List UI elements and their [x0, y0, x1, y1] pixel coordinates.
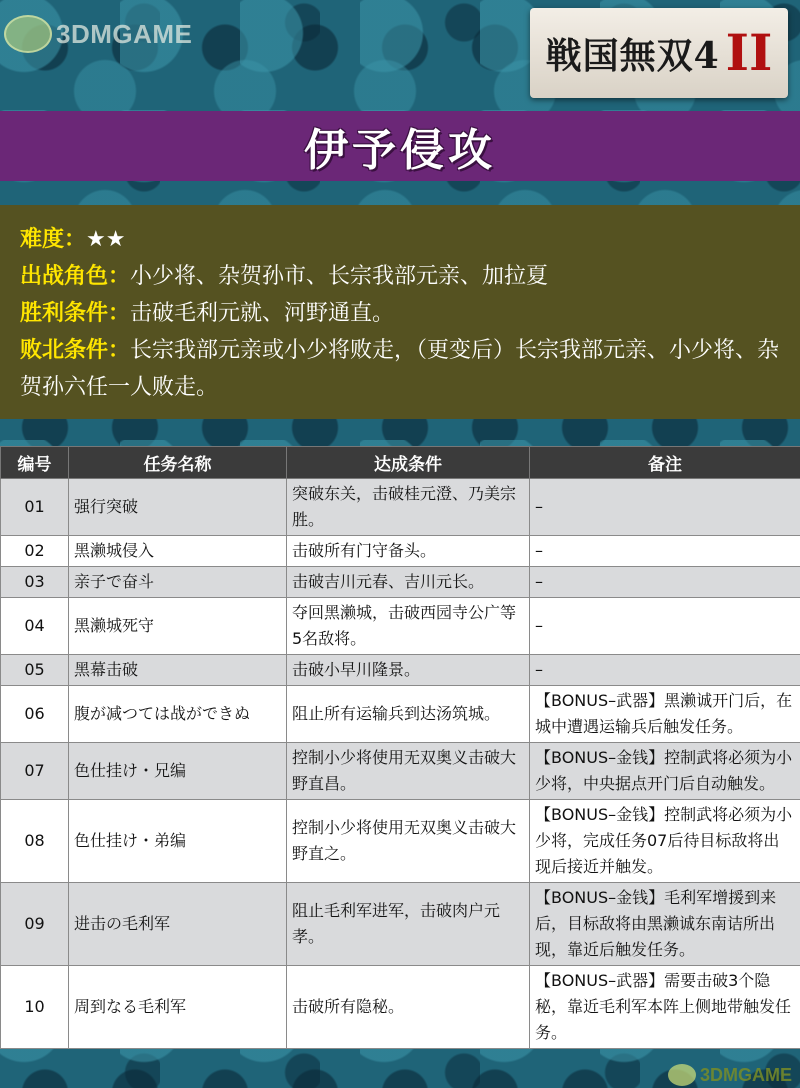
header-note: 备注 [530, 447, 800, 479]
victory-value: 击破毛利元就、河野通直。 [130, 301, 395, 326]
table-row [1, 743, 800, 800]
cell-condition: 突破东关，击破桂元澄、乃美宗胜。 [287, 479, 530, 536]
victory-row [20, 295, 782, 332]
cell-name: 黑幕击破 [69, 655, 287, 686]
cell-no: 06 [1, 686, 69, 743]
cell-no: 04 [1, 598, 69, 655]
table-row [1, 479, 800, 536]
watermark-logo-small-icon [668, 1064, 696, 1086]
watermark-top [4, 14, 192, 54]
cell-condition: 击破所有门守备头。 [287, 536, 530, 567]
cell-note: 【BONUS–金钱】控制武将必须为小少将，中央据点开门后自动触发。 [530, 743, 800, 800]
difficulty-label: 难度： [20, 227, 87, 252]
table-row [1, 655, 800, 686]
cell-no: 01 [1, 479, 69, 536]
cell-condition: 阻止毛利军进军，击破肉户元孝。 [287, 883, 530, 966]
cell-note: – [530, 655, 800, 686]
mission-table-wrap [0, 446, 800, 1088]
roles-row [20, 258, 782, 295]
header-condition: 达成条件 [287, 447, 530, 479]
cell-condition: 击破所有隐秘。 [287, 966, 530, 1049]
watermark-bottom [668, 1064, 792, 1086]
roles-value: 小少将、杂贺孙市、长宗我部元亲、加拉夏 [130, 264, 549, 289]
cell-no: 02 [1, 536, 69, 567]
cell-condition: 阻止所有运输兵到达汤筑城。 [287, 686, 530, 743]
table-row [1, 966, 800, 1049]
cell-name: 黑濑城死守 [69, 598, 287, 655]
header-no: 编号 [1, 447, 69, 479]
cell-note: – [530, 567, 800, 598]
cell-note: 【BONUS–金钱】毛利军增援到来后，目标敌将由黑濑诚东南诘所出现，靠近后触发任务。 [530, 883, 800, 966]
cell-no: 05 [1, 655, 69, 686]
cell-note: – [530, 536, 800, 567]
cell-note: – [530, 598, 800, 655]
cell-condition: 控制小少将使用无双奥义击破大野直之。 [287, 800, 530, 883]
header-name: 任务名称 [69, 447, 287, 479]
game-logo-roman: II [725, 23, 773, 82]
game-logo [530, 8, 788, 98]
table-row [1, 883, 800, 966]
cell-condition: 控制小少将使用无双奥义击破大野直昌。 [287, 743, 530, 800]
victory-label: 胜利条件： [20, 301, 131, 326]
stage-info [0, 205, 800, 419]
table-row [1, 800, 800, 883]
cell-no: 10 [1, 966, 69, 1049]
page-title: 伊予侵攻 [304, 125, 496, 176]
cell-condition: 击破吉川元春、吉川元长。 [287, 567, 530, 598]
roles-label: 出战角色： [20, 264, 131, 289]
watermark-text-small: 3DMGAME [699, 1064, 792, 1085]
cell-no: 08 [1, 800, 69, 883]
cell-name: 色仕挂け・兄编 [69, 743, 287, 800]
watermark-logo-icon [4, 15, 52, 53]
game-logo-text: 戦国無双4 [545, 34, 720, 77]
defeat-value: 长宗我部元亲或小少将败走，（更变后）长宗我部元亲、小少将、杂贺孙六任一人败走。 [20, 338, 780, 400]
defeat-row [20, 332, 782, 406]
mission-table [0, 446, 800, 1049]
table-header-row [1, 447, 800, 479]
table-row [1, 536, 800, 567]
watermark-text: 3DMGAME [56, 18, 193, 49]
cell-no: 07 [1, 743, 69, 800]
difficulty-value: ★★ [86, 227, 126, 252]
cell-name: 腹が减つては战ができぬ [69, 686, 287, 743]
table-body [1, 479, 800, 1049]
cell-name: 进击の毛利军 [69, 883, 287, 966]
cell-note: – [530, 479, 800, 536]
cell-note: 【BONUS–金钱】控制武将必须为小少将，完成任务07后待目标敌将出现后接近并触发。 [530, 800, 800, 883]
cell-name: 色仕挂け・弟编 [69, 800, 287, 883]
table-row [1, 598, 800, 655]
defeat-label: 败北条件： [20, 338, 131, 363]
title-banner [0, 111, 800, 181]
table-row [1, 567, 800, 598]
cell-no: 09 [1, 883, 69, 966]
cell-name: 亲子で奋斗 [69, 567, 287, 598]
cell-note: 【BONUS–武器】需要击破3个隐秘，靠近毛利军本阵上侧地带触发任务。 [530, 966, 800, 1049]
cell-name: 黑濑城侵入 [69, 536, 287, 567]
cell-name: 周到なる毛利军 [69, 966, 287, 1049]
cell-name: 强行突破 [69, 479, 287, 536]
cell-condition: 击破小早川隆景。 [287, 655, 530, 686]
cell-condition: 夺回黑濑城，击破西园寺公广等5名敌将。 [287, 598, 530, 655]
table-row [1, 686, 800, 743]
cell-note: 【BONUS–武器】黑濑诚开门后，在城中遭遇运输兵后触发任务。 [530, 686, 800, 743]
difficulty-row [20, 221, 782, 258]
cell-no: 03 [1, 567, 69, 598]
